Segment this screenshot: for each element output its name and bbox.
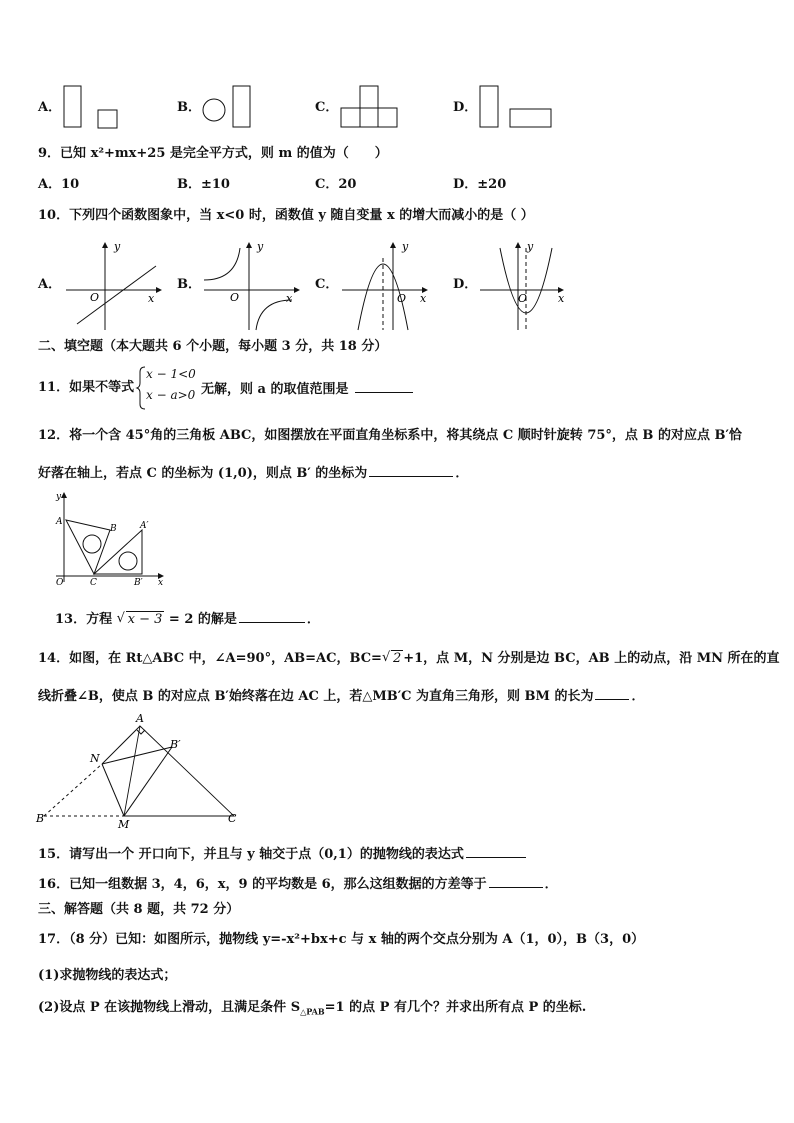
q12-line-2: 好落在轴上，若点 C 的坐标为 (1,0)，则点 B′ 的坐标为 ． [38, 466, 469, 481]
q14-line-2-text: 线折叠∠B，使点 B 的对应点 B′始终落在边 AC 上，若△MB′C 为直角三角形，则 BM 的长为 [38, 689, 594, 704]
q15-line [38, 845, 528, 863]
q12-line-1: 12．将一个含 45°角的三角板 ABC，如图摆放在平面直角坐标系中，将其绕点 C 顺时针旋转 75°，点 B 的对应点 B′恰 [38, 428, 742, 443]
q8-option-d-label: D． [453, 100, 478, 115]
q10-c-y-label: y [402, 240, 409, 253]
q9-option-a: A．10 [38, 177, 80, 192]
q10-c-origin-label: O [397, 292, 407, 305]
q9-option-d: D．±20 [453, 177, 507, 192]
q14-line-2: 线折叠∠B，使点 B 的对应点 B′始终落在边 AC 上，若△MB′C 为直角三角形，则 BM 的长为 ． [38, 689, 645, 704]
q12-label-x: x [158, 578, 164, 588]
q10-d-y-label: y [527, 240, 534, 253]
section-2-heading: 二、填空题（本大题共 6 个小题，每小题 3 分，共 18 分） [38, 339, 388, 354]
q12-label-b: B [110, 524, 117, 534]
q9-stem: 9．已知 x²+mx+25 是完全平方式，则 m 的值为（ ） [38, 146, 388, 161]
q8-option-b-label: B． [177, 100, 201, 115]
q10-b-y-label: y [257, 240, 264, 253]
q12-label-o: O [56, 578, 64, 588]
q17-part-2-sub: △PAB [300, 1006, 325, 1017]
q13-prefix: 13．方程 [55, 612, 113, 627]
q14-label-b-prime: B′ [170, 738, 181, 751]
q10-a-x-label: x [148, 292, 155, 305]
q10-d-origin-label: O [518, 292, 528, 305]
q14-figure [34, 710, 244, 832]
q12-label-c: C [90, 578, 97, 588]
q11-inequality-1: x − 1<0 [146, 367, 196, 381]
q14-line-1 [38, 651, 780, 667]
q10-option-d-label: D． [453, 277, 478, 292]
q8-option-a-figure [62, 84, 122, 130]
q16-text: 16．已知一组数据 3，4，6，x，9 的平均数是 6，那么这组数据的方差等于 [38, 877, 487, 892]
q11-inequality-2: x − a>0 [146, 388, 196, 402]
q12-label-y: y [56, 492, 62, 502]
q15-answer-blank[interactable] [466, 845, 526, 858]
q9-option-b: B．±10 [177, 177, 230, 192]
q10-graph-b [202, 238, 302, 334]
q14-label-n: N [90, 752, 100, 765]
q10-b-x-label: x [286, 292, 293, 305]
q12-label-a: A [56, 517, 63, 527]
q14-line-1b: +1，点 M，N 分别是边 BC，AB 上的动点，沿 MN 所在的直 [403, 651, 780, 666]
q12-answer-blank[interactable] [369, 464, 453, 477]
q14-label-a: A [136, 712, 144, 725]
q10-graph-a [64, 238, 164, 334]
q8-option-c-figure [338, 84, 402, 130]
q17-part-2a: (2)设点 P 在该抛物线上滑动，且满足条件 S [38, 1000, 301, 1015]
q10-option-a-label: A． [38, 277, 62, 292]
q10-graph-c [340, 238, 440, 334]
q17-part-2b: =1 的点 P 有几个？并求出所有点 P 的坐标. [324, 1000, 587, 1015]
q13-radicand: x − 3 [127, 612, 163, 627]
q10-option-b-label: B． [177, 277, 201, 292]
q14-label-c: C [228, 812, 237, 825]
q10-stem: 10．下列四个函数图象中，当 x<0 时，函数值 y 随自变量 x 的增大而减小的是（ ） [38, 208, 534, 223]
q14-label-b: B [36, 812, 45, 825]
q10-c-x-label: x [420, 292, 427, 305]
q14-line-1a: 14．如图，在 Rt△ABC 中，∠A=90°，AB=AC，BC= [38, 651, 382, 666]
q12-line-2-text: 好落在轴上，若点 C 的坐标为 (1,0)，则点 B′ 的坐标为 [38, 466, 368, 481]
q14-sqrt: √ 2 [381, 650, 402, 666]
q15-text: 15．请写出一个 开口向下，并且与 y 轴交于点（0,1）的抛物线的表达式 [38, 847, 464, 862]
q13-sqrt: √ x − 3 [116, 611, 163, 627]
section-3-heading: 三、解答题（共 8 题，共 72 分） [38, 902, 240, 917]
q9-option-c: C．20 [315, 177, 357, 192]
q12-label-b-prime: B′ [134, 578, 143, 588]
q13-suffix: = 2 的解是 [168, 612, 237, 627]
q8-option-c-label: C． [315, 100, 339, 115]
q17-stem: 17．（8 分）已知：如图所示，抛物线 y=-x²+bx+c 与 x 轴的两个交点分别为 A（1，0），B（3，0） [38, 932, 645, 947]
q16-line: 16．已知一组数据 3，4，6，x，9 的平均数是 6，那么这组数据的方差等于 ． [38, 877, 558, 892]
q10-option-c-label: C． [315, 277, 339, 292]
q10-graph-d [478, 238, 578, 334]
q17-part-1: (1)求抛物线的表达式； [38, 968, 177, 983]
q11-suffix-text: 无解，则 a 的取值范围是 [201, 382, 349, 397]
q17-part-2 [38, 1000, 586, 1020]
q8-option-d-figure [476, 84, 556, 130]
q10-b-origin-label: O [230, 291, 240, 304]
q16-answer-blank[interactable] [489, 875, 543, 888]
q14-radicand: 2 [392, 651, 402, 666]
q11-prefix: 11．如果不等式 [38, 380, 135, 395]
q10-d-x-label: x [558, 292, 565, 305]
q14-answer-blank[interactable] [595, 687, 629, 700]
q11-answer-blank[interactable] [355, 380, 413, 393]
q11-suffix [201, 380, 415, 398]
q12-figure [50, 490, 170, 586]
q13-answer-blank[interactable] [239, 610, 305, 623]
q10-a-y-label: y [114, 240, 121, 253]
q14-label-m: M [118, 818, 130, 831]
q12-label-a-prime: A′ [140, 521, 149, 531]
q13-line: 13．方程 √ x − 3 = 2 的解是 ． [55, 611, 320, 627]
q8-option-a-label: A． [38, 100, 62, 115]
q8-option-b-figure [200, 84, 260, 130]
q10-a-origin-label: O [90, 291, 100, 304]
